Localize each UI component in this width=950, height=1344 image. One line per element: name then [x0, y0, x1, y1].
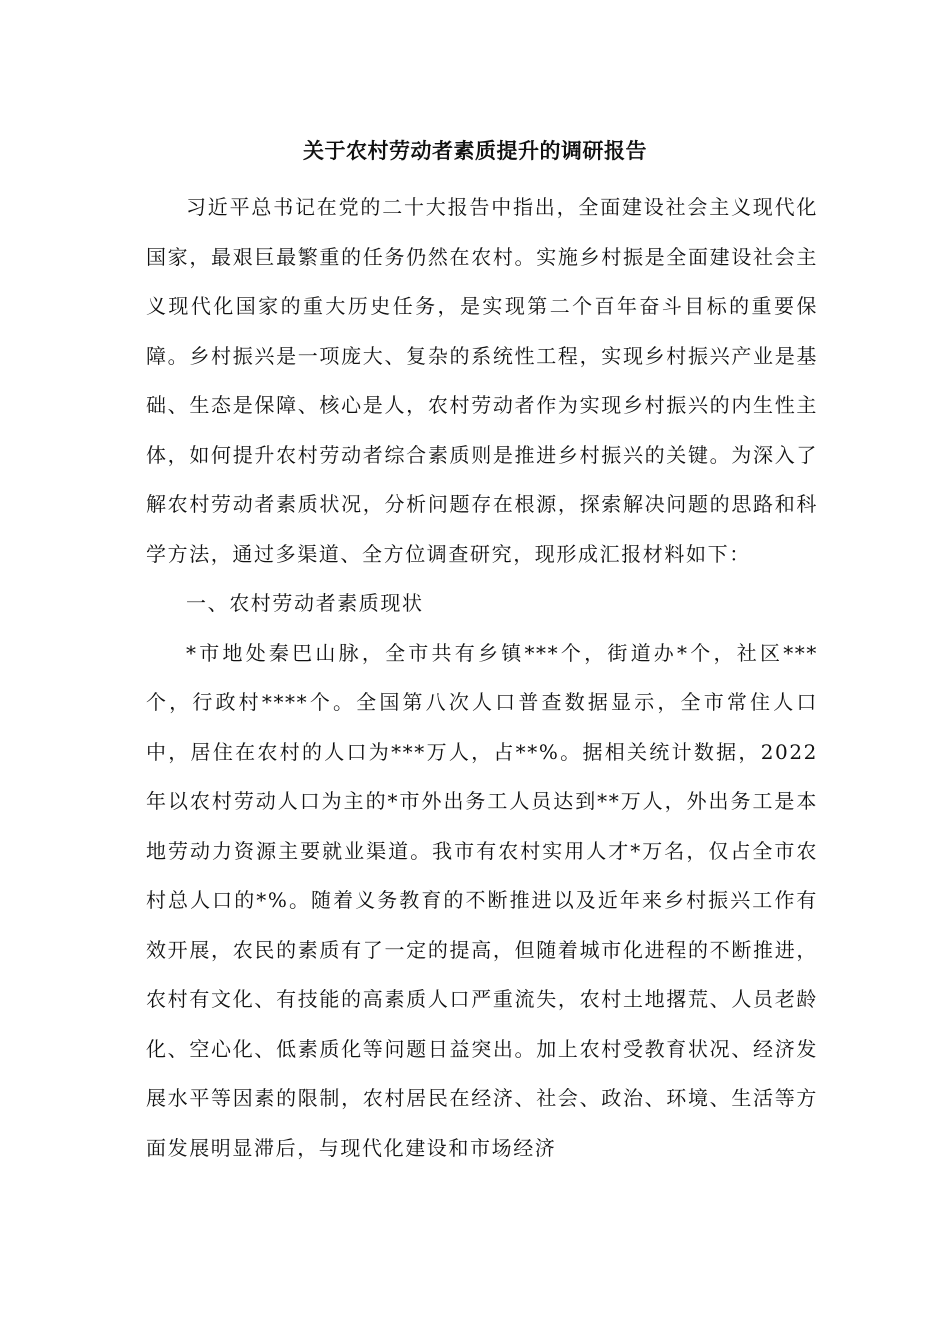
- section-heading: 一、农村劳动者素质现状: [186, 591, 424, 615]
- document-title: 关于农村劳动者素质提升的调研报告: [303, 138, 647, 163]
- document-body: [146, 183, 818, 1173]
- intro-paragraph: 习近平总书记在党的二十大报告中指出，全面建设社会主义现代化国家，最艰巨最繁重的任务仍然在农村。实施乡村振是全面建设社会主义现代化国家的重大历史任务，是实现第二个百年奋斗目标的重要保障。乡村振兴是一项庞大、复杂的系统性工程，实现乡村振兴产业是基础、生态是保障、核心是人，农村劳动者作为实现乡村振兴的内生性主体，如何提升农村劳动者综合素质则是推进乡村振兴的关键。为深入了解农村劳动者素质状况，分析问题存在根源，探索解决问题的思路和科学方法，通过多渠道、全方位调查研究，现形成汇报材料如下：: [146, 195, 818, 566]
- status-paragraph: *市地处秦巴山脉，全市共有乡镇***个，街道办*个，社区***个，行政村****个。全国第八次人口普查数据显示，全市常住人口中，居住在农村的人口为***万人，占**%。据相关统计数据，2022年以农村劳动人口为主的*市外出务工人员达到**万人，外出务工是本地劳动力资源主要就业渠道。我市有农村实用人才*万名，仅占全市农村总人口的*%。随着义务教育的不断推进以及近年来乡村振兴工作有效开展，农民的素质有了一定的提高，但随着城市化进程的不断推进，农村有文化、有技能的高素质人口严重流失，农村土地撂荒、人员老龄化、空心化、低素质化等问题日益突出。加上农村受教育状况、经济发展水平等因素的限制，农村居民在经济、社会、政治、环境、生活等方面发展明显滞后，与现代化建设和市场经济: [146, 640, 818, 1160]
